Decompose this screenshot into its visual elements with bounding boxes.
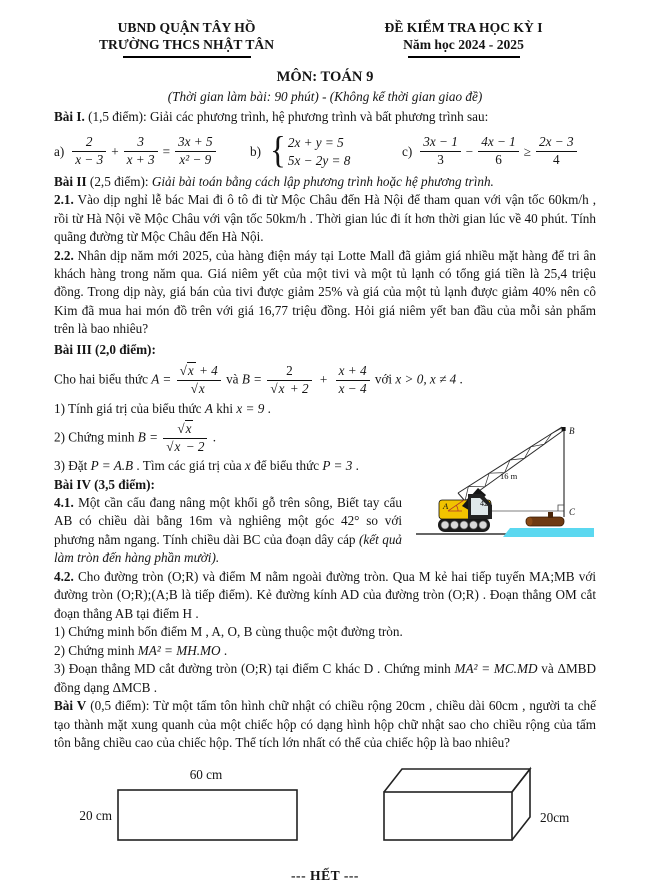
header-org bbox=[54, 20, 319, 58]
water bbox=[503, 528, 594, 537]
problem-4-2-label: 4.2. bbox=[54, 568, 74, 584]
bai4-q1: 1) Chứng minh bốn điểm M , A, O, B cùng thuộc một đường tròn. bbox=[54, 624, 403, 640]
frac-c3: $\frac{2x - 3}{4}$ bbox=[534, 135, 579, 168]
bai3-q1: 1) Tính giá trị của biểu thức A khi x = 9 . bbox=[54, 400, 271, 416]
expr-B-frac1: $\frac{2}{√x + 2}$ bbox=[265, 364, 313, 397]
end-marker: --- HẾT --- bbox=[291, 868, 359, 884]
bai1-intro: (1,5 điểm): Giải các phương trình, hệ phương trình và bất phương trình sau: bbox=[84, 109, 489, 125]
problem-4-1-note: (kết quả làm tròn đến hàng phần mười). bbox=[54, 531, 403, 566]
header-exam bbox=[331, 20, 596, 58]
problem-2-1-text: Vào dịp nghỉ lễ bác Mai đi ô tô đi từ Mộc Châu đến Hà Nội để tham quan với vận tốc 60km/h , rồi từ Hà Nội về Mộc Châu với vận tốc 50km/h . Thời gian lúc đi ít hơn thời gian lúc về 40 phút. Tính quãng đường từ Mộc Châu đến Hà Nội. bbox=[54, 192, 596, 245]
bai3-q3: 3) Đặt P = A.B . Tìm các giá trị của x để biểu thức P = 3 . bbox=[54, 458, 359, 474]
sqrt: √x bbox=[179, 363, 194, 379]
geq-op: ≥ bbox=[523, 143, 532, 159]
equals-op: = bbox=[162, 143, 171, 159]
log bbox=[526, 512, 564, 526]
label-C: C bbox=[569, 507, 576, 518]
expr-A-lhs: A = bbox=[151, 371, 172, 387]
crane-figure-svg bbox=[412, 414, 596, 542]
bai5-paragraph bbox=[54, 697, 596, 752]
bottom-figures bbox=[54, 763, 596, 864]
document-header bbox=[54, 20, 596, 58]
exam-title-line2: Năm học 2024 - 2025 bbox=[403, 36, 524, 52]
system-lines bbox=[288, 134, 350, 170]
bai3-q2: 2) Chứng minh B = $\frac{√x}{√x - 2}$ . bbox=[54, 421, 217, 455]
bai3-label: Bài III bbox=[54, 341, 92, 357]
bai1-equations bbox=[54, 130, 596, 172]
problem-2-2-text: Nhân dịp năm mới 2025, của hàng điện máy tại Lotte Mall đã giảm giá nhiều mặt hàng để tri ân khách hàng trong năm qua. Giá niêm yết của một tivi và một tủ lạnh có tổng giá tiền là 25,4 triệu đồng. Trong dịp này, giá bán của tivi được giảm 25% và giá của một tủ lạnh được giảm 40% nên cô Kim đã mua hai món đồ trên với giá 16,77 triệu đồng. Hỏi giá niêm yết ban đầu của mỗi sản phẩm trên là bao nhiêu? bbox=[54, 247, 596, 337]
label-angle: 42° bbox=[480, 499, 492, 509]
equation-c bbox=[402, 135, 596, 168]
system-line1: 2x + y = 5 bbox=[287, 134, 344, 150]
expr-B-frac2: $\frac{x + 4}{x - 4}$ bbox=[334, 364, 372, 397]
bai1-label: Bài I. bbox=[54, 109, 85, 125]
subject-title: MÔN: TOÁN 9 bbox=[276, 68, 374, 85]
plus-op: + bbox=[111, 143, 119, 159]
frac-a2: $\frac{3}{x + 3}$ bbox=[122, 135, 160, 168]
problem-2-1 bbox=[54, 191, 596, 246]
label-boom-length: 16 m bbox=[500, 471, 518, 482]
system-line2: 5x − 2y = 8 bbox=[287, 152, 351, 168]
problem-2-1-label: 2.1. bbox=[54, 192, 74, 208]
bai3-heading bbox=[54, 341, 596, 359]
org-line1: UBND QUẬN TÂY HỒ bbox=[117, 20, 256, 35]
track-wheels bbox=[441, 521, 487, 529]
expr-B-simplified: $\frac{√x}{√x - 2}$ bbox=[161, 422, 209, 455]
bai2-heading bbox=[54, 173, 596, 191]
bai3-post-end: . bbox=[456, 371, 463, 387]
exam-title-line1: ĐỀ KIỂM TRA HỌC KỲ I bbox=[384, 20, 543, 35]
frac-a3: $\frac{3x + 5}{\text{x² − 9}}$ bbox=[173, 135, 218, 168]
time-note: (Thời gian làm bài: 90 phút) - (Không kể thời gian giao đề) bbox=[167, 88, 483, 104]
plus-op: + bbox=[319, 371, 328, 387]
problem-2-2 bbox=[54, 247, 596, 339]
label-B: B bbox=[569, 426, 575, 437]
bottom-figures-svg bbox=[54, 763, 596, 859]
label-A: A bbox=[443, 501, 449, 512]
expr-B-lhs: B = bbox=[241, 371, 263, 387]
bai4-label: Bài IV bbox=[54, 476, 91, 492]
sheet-rectangle bbox=[118, 790, 297, 840]
sqrt: √x bbox=[190, 381, 205, 397]
bai2-label: Bài II bbox=[54, 173, 87, 189]
right-angle-mark bbox=[558, 505, 564, 511]
bai1-heading bbox=[54, 108, 596, 126]
bai3-meta: (2,0 điểm): bbox=[91, 341, 156, 357]
rect-height-label: 20 cm bbox=[79, 807, 112, 823]
org-underline bbox=[123, 56, 251, 58]
equation-system bbox=[267, 130, 351, 172]
bai5-text: (0,5 điểm): Từ một tấm tôn hình chữ nhật có chiều rộng 20cm , chiều dài 60cm , người ta chế tạo thành mặt xung quanh của một chiếc hộp có dạng hình hộp chữ nhật sao cho chiều rộng của tấm tôn bằng chiều cao của chiếc hộp. Thể tích lớn nhất có thể của chiếc hộp là bao nhiêu? bbox=[54, 698, 596, 751]
frac-c1: $\frac{3x - 1}{3}$ bbox=[418, 135, 463, 168]
expr-A-frac: $\frac{√x + 4}{√x}$ bbox=[175, 364, 223, 397]
equation-b bbox=[250, 130, 402, 172]
bai3-post-pre: với bbox=[374, 371, 396, 387]
frac-c2: $\frac{4x - 1}{6}$ bbox=[476, 135, 521, 168]
problem-4-1-text: Một cần cẩu đang nâng một khối gỗ trên sông, Biết tay cẩu AB có chiều dài bằng 16m và nghiêng một góc 42° so với phương nằm ngang. Tính chiều dài BC của đoạn dây cáp bbox=[54, 495, 402, 547]
equation-b-label: b) bbox=[250, 143, 261, 159]
bai3-and: và bbox=[226, 371, 242, 387]
system-brace: { bbox=[270, 130, 286, 172]
org-line2: TRƯỜNG THCS NHẬT TÂN bbox=[98, 36, 275, 52]
bai3-intro-pre: Cho hai biểu thức bbox=[54, 371, 152, 387]
point-B-dot bbox=[562, 427, 566, 431]
equation-c-label: c) bbox=[402, 143, 413, 159]
problem-4-2-text: Cho đường tròn (O;R) và điểm M nằm ngoài đường tròn. Qua M kẻ hai tiếp tuyến MA;MB với đường tròn (O;R);(A;B là tiếp điểm). Kẻ đường kính AD của đường tròn (O;R) . Đoạn thẳng OM cắt đoạn thẳng AB tại điểm H . bbox=[54, 568, 596, 621]
bai2-desc: Giải bài toán bằng cách lập phương trình hoặc hệ phương trình. bbox=[151, 173, 494, 189]
equation-a-label: a) bbox=[54, 143, 65, 159]
bai4-q3: 3) Đoạn thẳng MD cắt đường tròn (O;R) tại điểm C khác D . Chứng minh MA² = MC.MD và ΔMBD đồng dạng ΔMCB . bbox=[54, 661, 596, 695]
exam-underline bbox=[408, 56, 520, 58]
crane-figure bbox=[412, 414, 596, 542]
bai3-intro bbox=[54, 364, 596, 397]
equation-a bbox=[54, 135, 250, 168]
problem-4-2 bbox=[54, 568, 596, 623]
sqrt: √x bbox=[270, 381, 285, 397]
boom-truss bbox=[458, 427, 564, 501]
box-3d bbox=[384, 769, 530, 840]
bai5-label: Bài V bbox=[54, 698, 87, 714]
frac-a1: $\frac{2}{x - 3}$ bbox=[70, 135, 108, 168]
bai3-post-math: x > 0, x ≠ 4 bbox=[395, 371, 457, 387]
rect-width-label: 60 cm bbox=[189, 766, 223, 782]
bai4-q2: 2) Chứng minh MA² = MH.MO . bbox=[54, 642, 228, 658]
sqrt: √x bbox=[166, 439, 181, 455]
box-height-label: 20cm bbox=[540, 809, 570, 825]
sqrt: √x bbox=[177, 421, 192, 437]
problem-2-2-label: 2.2. bbox=[54, 247, 74, 263]
bai4-meta: (3,5 điểm): bbox=[90, 476, 155, 492]
minus-op: − bbox=[465, 143, 474, 159]
problem-4-1-label: 4.1. bbox=[54, 495, 74, 510]
bai2-meta: (2,5 điểm): bbox=[86, 173, 152, 189]
